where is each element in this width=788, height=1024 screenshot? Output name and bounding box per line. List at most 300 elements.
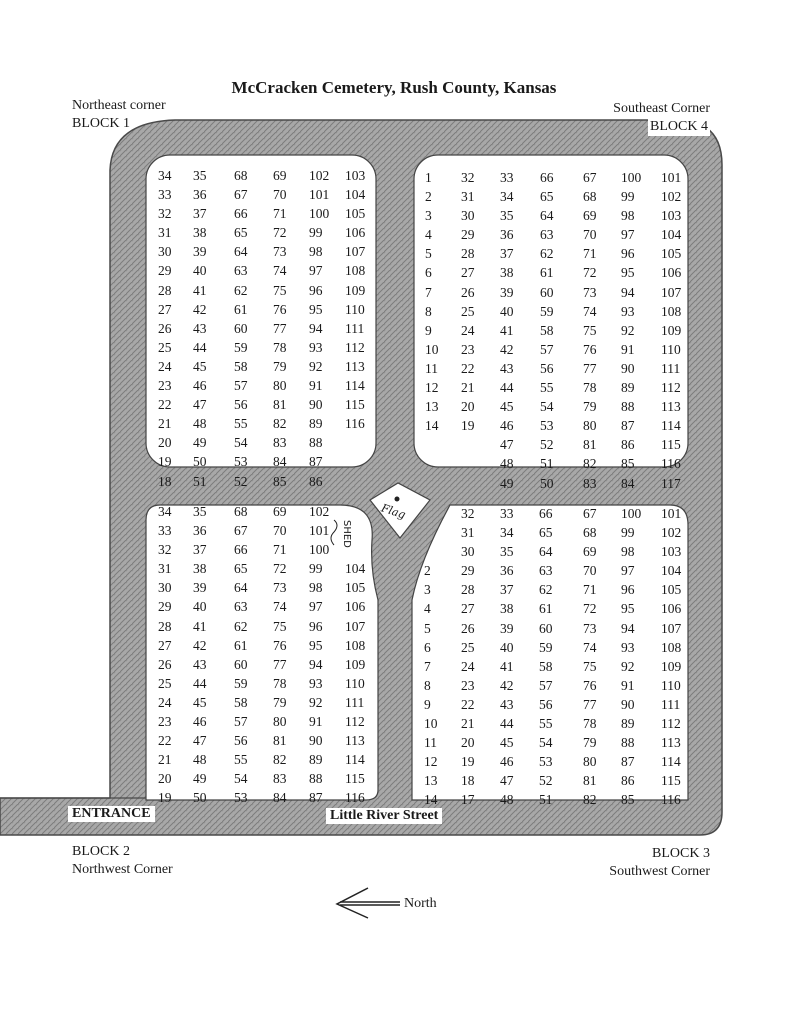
- plot-column: [193, 166, 207, 491]
- plot-number: 17: [461, 792, 475, 808]
- plot-number: 72: [583, 265, 597, 281]
- plot-number: 41: [193, 282, 207, 298]
- plot-number: 43: [500, 360, 514, 376]
- plot-number: 113: [345, 358, 365, 374]
- plot-number: 116: [345, 790, 365, 806]
- plot-number: 114: [345, 752, 365, 768]
- plot-number: 53: [234, 454, 248, 470]
- plot-number: 30: [158, 580, 172, 596]
- plot-number: 25: [158, 675, 172, 691]
- plot-column: [500, 504, 514, 810]
- plot-number: 88: [309, 771, 323, 787]
- plot-number: 102: [661, 525, 682, 541]
- plot-number: 58: [539, 658, 553, 674]
- plot-number: 80: [273, 714, 287, 730]
- plot-number: 88: [621, 735, 635, 751]
- plot-number: 73: [583, 620, 597, 636]
- plot-number: 36: [500, 563, 514, 579]
- plot-number: 115: [661, 773, 681, 789]
- plot-number: 2: [424, 563, 431, 579]
- plot-number: 29: [158, 263, 172, 279]
- plot-number: 10: [425, 341, 439, 357]
- plot-number: 25: [461, 303, 475, 319]
- plot-number: 82: [583, 456, 597, 472]
- plot-number: 66: [539, 506, 553, 521]
- plot-number: 75: [583, 658, 597, 674]
- plot-number: 28: [461, 582, 475, 598]
- plot-number: 88: [309, 435, 323, 451]
- plot-number: 104: [345, 187, 366, 203]
- street-label: Little River Street: [326, 808, 442, 824]
- plot-number: 79: [583, 399, 597, 415]
- plot-number: 108: [345, 263, 366, 279]
- plot-number: 11: [424, 735, 437, 751]
- plot-number: 70: [273, 187, 287, 203]
- plot-number: 94: [309, 656, 323, 672]
- plot-number: 26: [461, 284, 475, 300]
- plot-number: 53: [234, 790, 248, 806]
- plot-number: 35: [500, 208, 514, 224]
- plot-number: 102: [309, 504, 330, 519]
- plot-number: 43: [500, 696, 514, 712]
- plot-column: [621, 504, 641, 810]
- plot-number: 27: [461, 265, 475, 281]
- plot-number: 62: [234, 282, 248, 298]
- plot-number: 74: [273, 263, 287, 279]
- plot-column: [309, 502, 329, 808]
- plot-number: 24: [461, 322, 475, 338]
- plot-number: 39: [500, 620, 514, 636]
- plot-number: 8: [425, 303, 432, 319]
- block-2-label: BLOCK 2: [72, 844, 130, 859]
- plot-number: 96: [309, 282, 323, 298]
- plot-number: 38: [500, 265, 514, 281]
- plot-number: 98: [309, 244, 323, 260]
- plot-number: 90: [309, 733, 323, 749]
- plot-number: 36: [193, 523, 207, 539]
- plot-number: 49: [193, 435, 207, 451]
- plot-number: 31: [158, 561, 172, 577]
- plot-number: 64: [234, 580, 248, 596]
- plot-number: 101: [309, 523, 330, 539]
- plot-number: 32: [158, 542, 172, 558]
- plot-number: 93: [621, 303, 635, 319]
- plot-number: 85: [621, 456, 635, 472]
- plot-number: 75: [273, 282, 287, 298]
- plot-number: 20: [461, 735, 475, 751]
- plot-number: 89: [309, 752, 323, 768]
- plot-number: 48: [193, 752, 207, 768]
- plot-number: 99: [621, 525, 635, 541]
- plot-column: [193, 502, 207, 808]
- plot-column: [158, 166, 172, 491]
- plot-number: 45: [500, 399, 514, 415]
- plot-number: 81: [273, 397, 287, 413]
- plot-number: 48: [193, 416, 207, 432]
- plot-number: 86: [621, 437, 635, 453]
- plot-number: 61: [234, 301, 248, 317]
- northwest-corner-text: Northwest Corner: [72, 862, 173, 877]
- plot-number: 82: [273, 416, 287, 432]
- plot-number: 2: [425, 189, 432, 205]
- plot-column: [461, 168, 475, 493]
- plot-number: 96: [621, 246, 635, 262]
- plot-column: [661, 168, 681, 493]
- plot-number: 85: [621, 792, 635, 808]
- plot-number: 110: [345, 301, 365, 317]
- north-label: North: [404, 896, 437, 911]
- plot-number: 35: [193, 504, 207, 519]
- plot-number: 20: [158, 435, 172, 451]
- plot-column: [345, 502, 365, 808]
- plot-number: [461, 454, 475, 473]
- plot-number: 19: [461, 418, 475, 434]
- plot-number: 81: [583, 437, 597, 453]
- plot-number: 114: [661, 754, 681, 770]
- plot-number: 83: [273, 435, 287, 451]
- plot-number: 39: [500, 284, 514, 300]
- plot-column: [621, 168, 641, 493]
- plot-number: 55: [540, 380, 554, 396]
- plot-column: [500, 168, 514, 493]
- plot-number: 5: [424, 620, 431, 636]
- plot-number: 39: [193, 244, 207, 260]
- plot-number: 30: [461, 544, 475, 560]
- plot-number: 47: [500, 773, 514, 789]
- plot-number: 66: [234, 206, 248, 222]
- plot-number: [461, 435, 475, 454]
- plot-column: [158, 502, 172, 808]
- plot-number: 14: [424, 792, 438, 808]
- plot-number: 10: [424, 716, 438, 732]
- plot-number: 116: [661, 456, 681, 472]
- plot-number: 28: [158, 618, 172, 634]
- plot-column: [425, 168, 439, 493]
- plot-number: 23: [461, 677, 475, 693]
- plot-number: 55: [539, 716, 553, 732]
- plot-column: [461, 504, 475, 810]
- plot-number: 40: [500, 303, 514, 319]
- plot-number: 57: [540, 341, 554, 357]
- plot-number: 50: [193, 790, 207, 806]
- plot-number: 115: [345, 397, 365, 413]
- plot-number: 31: [158, 225, 172, 241]
- plot-number: 67: [583, 506, 597, 521]
- plot-number: 12: [424, 754, 438, 770]
- plot-number: 3: [425, 208, 432, 224]
- plot-number: 49: [500, 475, 514, 491]
- block-1-area: [146, 155, 376, 467]
- plot-number: 105: [345, 580, 366, 596]
- plot-number: 25: [158, 339, 172, 355]
- plot-number: 106: [345, 225, 366, 241]
- plot-number: 61: [540, 265, 554, 281]
- plot-number: 7: [424, 658, 431, 674]
- plot-number: 84: [621, 475, 635, 491]
- entrance-label: ENTRANCE: [68, 806, 155, 822]
- flag-marker-icon: [395, 497, 400, 502]
- plot-number: 44: [193, 675, 207, 691]
- plot-number: 75: [583, 322, 597, 338]
- plot-number: 74: [583, 639, 597, 655]
- plot-number: 99: [309, 225, 323, 241]
- plot-number: 33: [500, 506, 514, 521]
- plot-number: 102: [309, 168, 330, 183]
- plot-number: 13: [424, 773, 438, 789]
- plot-number: 69: [583, 544, 597, 560]
- plot-number: 30: [461, 208, 475, 224]
- plot-number: 31: [461, 525, 475, 541]
- plot-column: [661, 504, 681, 810]
- plot-number: 72: [273, 225, 287, 241]
- plot-number: 52: [540, 437, 554, 453]
- plot-number: 13: [425, 399, 439, 415]
- plot-number: 76: [273, 637, 287, 653]
- plot-number: 48: [500, 456, 514, 472]
- plot-number: 113: [661, 735, 681, 751]
- plot-number: 19: [158, 454, 172, 470]
- plot-number: 59: [234, 339, 248, 355]
- plot-number: 79: [273, 694, 287, 710]
- plot-column: [539, 504, 553, 810]
- plot-number: 91: [309, 714, 323, 730]
- plot-number: 74: [583, 303, 597, 319]
- plot-number: 24: [158, 694, 172, 710]
- plot-number: 85: [273, 473, 287, 489]
- plot-number: 70: [583, 227, 597, 243]
- plot-number: 62: [540, 246, 554, 262]
- plot-number: [345, 472, 365, 491]
- plot-number: 63: [539, 563, 553, 579]
- plot-number: 42: [500, 341, 514, 357]
- plot-number: 46: [193, 714, 207, 730]
- plot-number: 100: [621, 506, 642, 521]
- plot-number: 9: [424, 696, 431, 712]
- plot-number: 29: [461, 227, 475, 243]
- plot-number: 68: [234, 504, 248, 519]
- plot-number: 21: [461, 380, 475, 396]
- plot-number: 95: [309, 637, 323, 653]
- plot-number: 49: [193, 771, 207, 787]
- plot-number: [425, 435, 439, 454]
- plot-number: 42: [193, 301, 207, 317]
- plot-number: 26: [158, 320, 172, 336]
- plot-number: 30: [158, 244, 172, 260]
- plot-number: 69: [273, 504, 287, 519]
- plot-column: [273, 166, 287, 491]
- plot-number: 42: [193, 637, 207, 653]
- plot-number: 73: [583, 284, 597, 300]
- plot-number: 99: [309, 561, 323, 577]
- plot-number: 36: [193, 187, 207, 203]
- plot-number: 66: [540, 170, 554, 185]
- plot-column: [234, 166, 248, 491]
- plot-number: 38: [193, 225, 207, 241]
- shed-label: SHED: [341, 520, 352, 548]
- plot-number: 107: [661, 284, 682, 300]
- northeast-corner-label: [72, 97, 166, 133]
- plot-number: 101: [309, 187, 330, 203]
- plot-number: [424, 542, 438, 561]
- block-2-area: [146, 505, 378, 800]
- plot-number: 116: [661, 792, 681, 808]
- plot-number: 56: [540, 360, 554, 376]
- plot-column: [234, 502, 248, 808]
- plot-number: 1: [425, 170, 432, 185]
- plot-number: 65: [234, 225, 248, 241]
- plot-number: 86: [621, 773, 635, 789]
- plot-number: 24: [461, 658, 475, 674]
- plot-number: 31: [461, 189, 475, 205]
- southeast-corner-label: [613, 100, 710, 136]
- southwest-corner-text: Southwest Corner: [609, 864, 710, 879]
- plot-number: 45: [193, 358, 207, 374]
- plot-column: [309, 166, 329, 491]
- plot-number: 116: [345, 416, 365, 432]
- plot-number: 38: [500, 601, 514, 617]
- plot-number: 39: [193, 580, 207, 596]
- plot-number: 101: [661, 506, 682, 521]
- plot-number: 108: [661, 303, 682, 319]
- plot-number: 78: [273, 675, 287, 691]
- block-3-label: BLOCK 3: [652, 846, 710, 861]
- plot-number: [345, 502, 365, 521]
- northwest-corner-label: [72, 843, 173, 879]
- plot-number: 21: [158, 752, 172, 768]
- plot-number: 103: [345, 168, 366, 183]
- plot-number: 77: [273, 656, 287, 672]
- plot-number: 64: [540, 208, 554, 224]
- plot-number: 94: [309, 320, 323, 336]
- plot-number: 109: [661, 658, 682, 674]
- plot-column: [583, 504, 597, 810]
- plot-column: [583, 168, 597, 493]
- plot-number: 23: [461, 341, 475, 357]
- plot-number: 62: [234, 618, 248, 634]
- plot-number: 50: [193, 454, 207, 470]
- plot-number: 38: [193, 561, 207, 577]
- plot-number: 102: [661, 189, 682, 205]
- plot-number: 97: [309, 599, 323, 615]
- plot-number: 110: [661, 341, 681, 357]
- plot-number: 112: [345, 339, 365, 355]
- plot-number: 21: [461, 716, 475, 732]
- plot-number: 51: [193, 473, 207, 489]
- plot-number: 6: [424, 639, 431, 655]
- plot-number: 28: [158, 282, 172, 298]
- plot-number: 65: [540, 189, 554, 205]
- plot-number: 112: [345, 714, 365, 730]
- plot-number: 71: [583, 246, 597, 262]
- plot-number: 82: [273, 752, 287, 768]
- plot-number: 51: [540, 456, 554, 472]
- plot-number: 77: [583, 360, 597, 376]
- plot-number: 110: [661, 677, 681, 693]
- plot-number: 46: [500, 418, 514, 434]
- plot-number: 87: [621, 754, 635, 770]
- plot-number: 46: [193, 378, 207, 394]
- plot-number: 23: [158, 378, 172, 394]
- plot-number: 84: [273, 454, 287, 470]
- plot-number: 111: [661, 360, 681, 376]
- plot-number: 112: [661, 380, 681, 396]
- plot-number: 80: [583, 754, 597, 770]
- plot-number: 37: [193, 542, 207, 558]
- map-title: McCracken Cemetery, Rush County, Kansas: [231, 78, 557, 97]
- plot-number: 40: [193, 599, 207, 615]
- plot-number: 44: [500, 716, 514, 732]
- plot-number: 73: [273, 580, 287, 596]
- plot-number: 65: [539, 525, 553, 541]
- plot-number: 87: [309, 454, 323, 470]
- plot-number: [461, 474, 475, 493]
- plot-number: 104: [661, 227, 682, 243]
- plot-number: 35: [193, 168, 207, 183]
- plot-number: 100: [621, 170, 642, 185]
- block-1-label: BLOCK 1: [72, 116, 130, 131]
- plot-number: 90: [621, 360, 635, 376]
- plot-number: 91: [621, 341, 635, 357]
- plot-number: 18: [461, 773, 475, 789]
- plot-number: 28: [461, 246, 475, 262]
- plot-number: 70: [583, 563, 597, 579]
- plot-number: 56: [234, 733, 248, 749]
- plot-number: 65: [234, 561, 248, 577]
- plot-number: 4: [424, 601, 431, 617]
- plot-number: 106: [661, 601, 682, 617]
- plot-number: 72: [273, 561, 287, 577]
- plot-number: 95: [621, 601, 635, 617]
- plot-number: 26: [158, 656, 172, 672]
- plot-number: 23: [158, 714, 172, 730]
- plot-number: 71: [273, 206, 287, 222]
- plot-number: 78: [583, 716, 597, 732]
- plot-number: 32: [461, 506, 475, 521]
- plot-number: 108: [345, 637, 366, 653]
- plot-number: 57: [234, 378, 248, 394]
- plot-number: 115: [661, 437, 681, 453]
- plot-number: 73: [273, 244, 287, 260]
- plot-number: 63: [540, 227, 554, 243]
- plot-number: 62: [539, 582, 553, 598]
- plot-number: 47: [193, 397, 207, 413]
- plot-number: 72: [583, 601, 597, 617]
- plot-number: 106: [345, 599, 366, 615]
- plot-number: 105: [661, 582, 682, 598]
- plot-number: [345, 521, 365, 540]
- plot-number: 22: [461, 696, 475, 712]
- plot-number: 96: [309, 618, 323, 634]
- plot-number: 68: [583, 189, 597, 205]
- plot-number: 98: [621, 544, 635, 560]
- plot-number: 46: [500, 754, 514, 770]
- plot-number: 55: [234, 752, 248, 768]
- plot-number: 114: [661, 418, 681, 434]
- plot-number: 27: [461, 601, 475, 617]
- plot-number: 7: [425, 284, 432, 300]
- plot-number: 69: [583, 208, 597, 224]
- plot-number: 68: [234, 168, 248, 183]
- plot-number: 34: [158, 168, 172, 183]
- plot-number: 113: [345, 733, 365, 749]
- plot-number: 83: [273, 771, 287, 787]
- plot-number: 37: [193, 206, 207, 222]
- plot-number: 35: [500, 544, 514, 560]
- plot-number: 54: [540, 399, 554, 415]
- plot-number: 114: [345, 378, 365, 394]
- plot-number: 78: [583, 380, 597, 396]
- plot-number: 25: [461, 639, 475, 655]
